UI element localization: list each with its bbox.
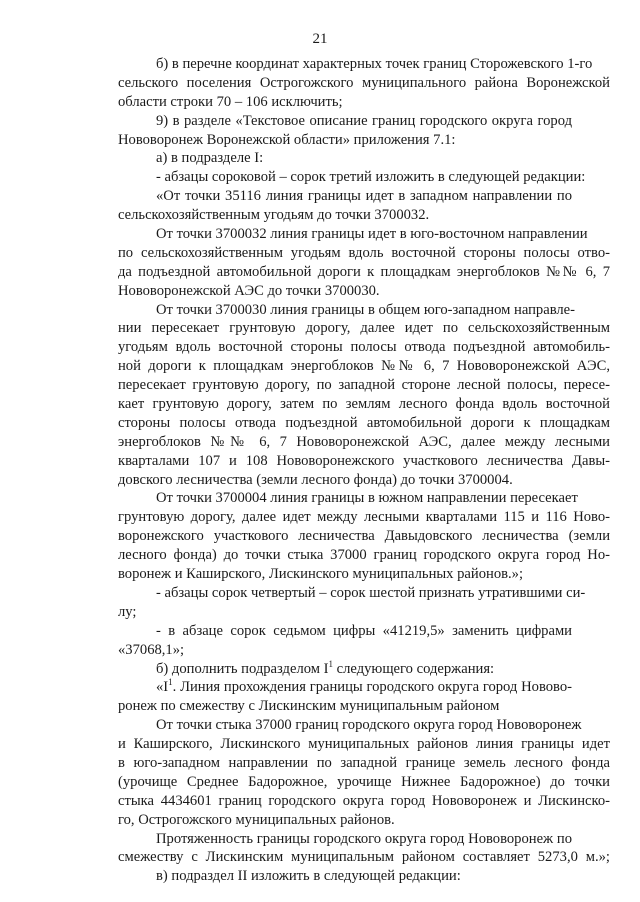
text-line-content: угодьям вдоль восточной стороны полосы отвода подъездной автомобиль- [118,339,610,356]
text-line [118,338,610,357]
text-line-content: Нововоронеж Воронежской области» приложения 7.1: [118,131,456,148]
text-line [118,206,610,225]
text-line-content: и Каширского, Лискинского муниципальных районов линия границы идет [118,736,610,753]
text-line [118,187,610,206]
text-line-content: сельскохозяйственным угодьям до точки 3700032. [118,207,430,224]
text-line [118,149,610,168]
text-line-content: го, Острогожского муниципальных районов. [118,811,395,828]
text-line [118,489,610,508]
text-line-content: по сельскохозяйственным угодьям вдоль восточной стороны полосы отво- [118,244,610,261]
text-line [118,584,610,603]
text-line [118,112,610,131]
text-line-content: области строки 70 – 106 исключить; [118,93,343,110]
text-line-content: воронеж и Каширского, Лискинского муниципальных районов.»; [118,566,524,583]
text-line [118,74,610,93]
text-line [118,225,610,244]
text-line-content: - в абзаце сорок седьмом цифры «41219,5» заменить цифрами [156,622,572,639]
text-line-content: нии пересекает грунтовую дорогу, далее идет по сельскохозяйственным [118,320,610,337]
text-line [118,395,610,414]
text-line-content: - абзацы сорок четвертый – сорок шестой признать утратившими си- [156,584,586,601]
superscript: 1 [328,658,333,669]
text-line-content: сельского поселения Острогожского муниципального района Воронежской [118,74,610,91]
text-line [118,622,610,641]
text-line-content: «От точки 35116 линия границы идет в западном направлении по [156,188,572,205]
text-line-content: в) подраздел II изложить в следующей редакции: [156,868,461,885]
text-line [118,565,610,584]
text-line [118,697,610,716]
text-line [118,792,610,811]
text-fragment: б) дополнить подразделом I [156,660,329,677]
text-line [118,641,610,660]
text-line [118,527,610,546]
text-line [118,867,610,886]
text-line [118,282,610,301]
text-line [118,773,610,792]
text-line-content: стыка 4434601 границ городского округа город Нововоронеж и Лискинско- [118,792,610,809]
text-line-content: От точки 3700032 линия границы идет в юго-восточном направлении [156,226,588,243]
text-line-content: грунтовую дорогу, далее идет между лесными кварталами 115 и 116 Ново- [118,509,610,526]
text-line [118,376,610,395]
text-line [118,471,610,490]
text-line [118,678,610,697]
text-line-content: да подъездной автомобильной дороги к площадкам энергоблоков №№ 6, 7 [118,263,610,280]
text-line [118,244,610,263]
text-line-content: кает грунтовую дорогу, затем по землям лесного фонда вдоль восточной [118,396,610,413]
text-line [118,301,610,320]
text-line-content [156,678,572,697]
text-line [118,848,610,867]
text-line [118,319,610,338]
text-line-content: (урочище Среднее Бадорожное, урочище Нижнее Бадорожное) до точки [118,773,610,790]
text-line-content: «37068,1»; [118,641,185,658]
text-line [118,735,610,754]
text-fragment: «I [156,679,169,696]
text-line-content: в юго-западном направлении по западной границе земель лесного фонда [118,754,610,771]
text-line [118,414,610,433]
text-line-content: От точки 3700004 линия границы в южном направлении пересекает [156,490,578,507]
superscript: 1 [168,677,173,688]
text-line-content: лу; [118,603,137,620]
text-line-content: лесного фонда) до точки стыка 37000 границ городского округа город Но- [118,547,610,564]
text-line [118,93,610,112]
text-line [118,603,610,622]
text-line-content: стороны полосы отвода подъездной автомобильной дороги к площадкам [118,414,610,431]
text-line-content: энергоблоков №№ 6, 7 Нововоронежской АЭС, далее между лесными [118,433,610,450]
text-line [118,55,610,74]
text-line [118,660,610,679]
text-line-content: - абзацы сороковой – сорок третий изложить в следующей редакции: [156,169,586,186]
text-line-content: пересекает грунтовую дорогу, по западной стороне лесной полосы, пересе- [118,377,610,394]
document-body [118,55,610,886]
text-line [118,811,610,830]
text-line-content: воронежского участкового лесничества Давыдовского лесничества (земли [118,528,610,545]
text-line-content: а) в подразделе I: [156,150,264,167]
text-line [118,754,610,773]
text-line-content: 9) в разделе «Текстовое описание границ городского округа город [156,112,572,129]
text-line-content: От точки 3700030 линия границы в общем юго-западном направле- [156,301,576,318]
page-number: 21 [312,31,328,47]
text-line [118,168,610,187]
text-line-content: кварталами 107 и 108 Нововоронежского участкового лесничества Давы- [118,452,610,469]
text-line [118,357,610,376]
text-line [118,508,610,527]
text-line [118,131,610,150]
text-line-content: ной дороги к площадкам энергоблоков №№ 6, 7 Нововоронежской АЭС, [118,358,610,375]
text-line-content: Нововоронежской АЭС до точки 3700030. [118,282,380,299]
text-line [118,546,610,565]
text-line [118,452,610,471]
text-line-content: довского лесничества (земли лесного фонда) до точки 3700004. [118,471,513,488]
text-line [118,263,610,282]
text-fragment: следующего содержания: [333,660,495,677]
text-line [118,716,610,735]
text-line-content: Протяженность границы городского округа город Нововоронеж по [156,830,572,847]
text-line-content: ронеж по смежеству с Лискинским муниципальным районом [118,698,500,715]
text-line-content: б) в перечне координат характерных точек границ Сторожевского 1-го [156,56,593,72]
text-line-content: От точки стыка 37000 границ городского округа город Нововоронеж [156,717,582,734]
text-line-content: смежеству с Лискинским муниципальным районом составляет 5273,0 м.»; [118,849,610,866]
text-line [118,830,610,849]
text-line [118,433,610,452]
text-fragment: . Линия прохождения границы городского округа город Новово- [172,679,572,696]
text-line-content [156,660,494,679]
